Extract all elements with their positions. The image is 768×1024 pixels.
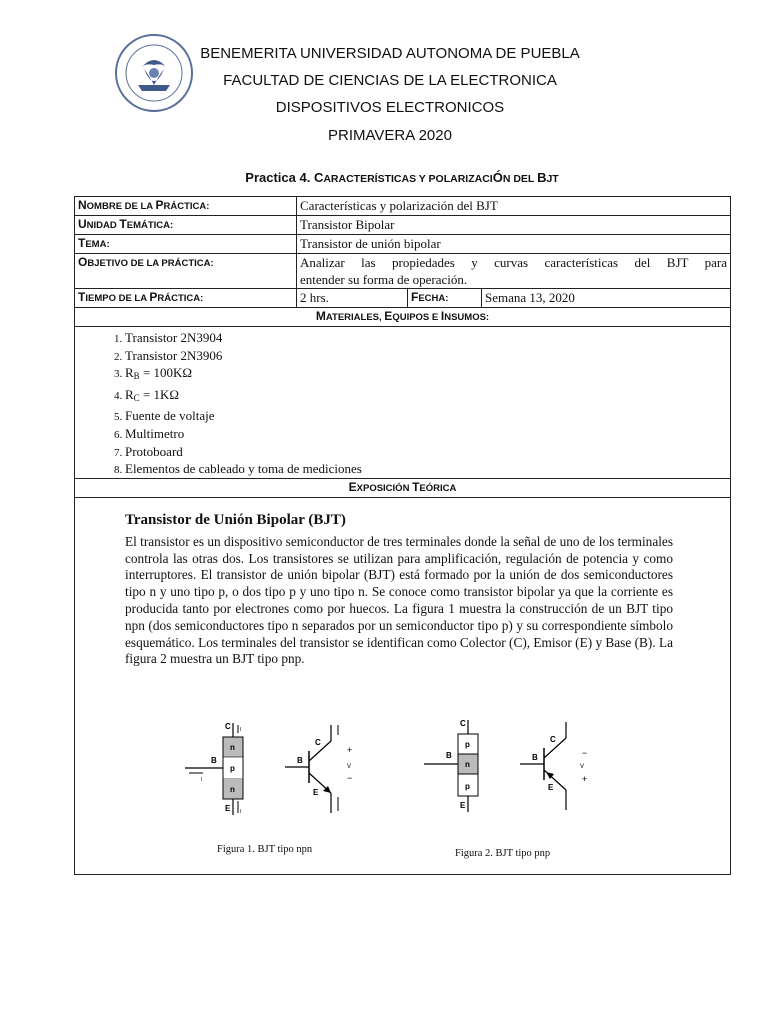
tiempo-label: TIEMPO DE LA PRÁCTICA:: [75, 289, 297, 308]
svg-text:n: n: [230, 784, 235, 794]
exposition-paragraph: El transistor es un dispositivo semiconductor de tres terminales donde la señal de uno de los terminales controla las otras dos. Los transistores se utilizan para amplificación, regulación de potencia y como interruptores. El transistor de unión bipolar (BJT) está formado por la unión de dos semiconductores tipo n y uno tipo p, o dos tipo p y uno tipo n. Se conoce como transistor bipolar ya que la corriente es producida tanto por electrones como por huecos. La figura 1 muestra la construcción de un BJT tipo npn (dos semiconductores tipo n separados por un semiconductor tipo p) y su correspondiente símbolo esquemático. Los terminales del transistor se identifican como Colector (C), Emisor (E) y Base (B). La figura 2 muestra un BJT tipo pnp.: [125, 533, 674, 667]
list-item: 7. Protoboard: [125, 443, 730, 461]
nombre-value: Características y polarización del BJT: [297, 197, 731, 216]
figure-npn-diagram: [175, 723, 375, 843]
materials-list: [75, 329, 730, 478]
svg-text:−: −: [347, 772, 353, 783]
unidad-label: UNIDAD TEMÁTICA:: [75, 216, 297, 235]
tema-value: Transistor de unión bipolar: [297, 235, 731, 254]
svg-text:C: C: [460, 719, 466, 728]
exposition-heading: Transistor de Unión Bipolar (BJT): [125, 511, 346, 528]
list-item: 5. Fuente de voltaje: [125, 407, 730, 425]
row-exposicion-header: [75, 478, 731, 497]
materials-cell: [75, 327, 731, 479]
svg-text:p: p: [465, 739, 470, 749]
svg-text:B: B: [211, 755, 217, 765]
materials-header: MATERIALES, EQUIPOS E INSUMOS:: [75, 308, 731, 327]
objetivo-value: Analizar las propiedades y curvas características del BJT para entender su forma de operación.: [297, 254, 731, 289]
list-item: 6. Multimetro: [125, 425, 730, 443]
list-item: 8. Elementos de cableado y toma de mediciones: [125, 460, 730, 478]
objetivo-label: OBJETIVO DE LA PRÁCTICA:: [75, 254, 297, 289]
exposition-cell: [75, 497, 731, 874]
svg-text:I: I: [240, 726, 242, 733]
exposition-header: EXPOSICIÓN TEÓRICA: [75, 478, 731, 497]
svg-text:−: −: [582, 747, 588, 758]
fecha-value: Semana 13, 2020: [482, 289, 731, 308]
row-tema: [75, 235, 731, 254]
svg-text:E: E: [460, 800, 466, 810]
svg-text:E: E: [225, 803, 231, 813]
svg-text:V: V: [347, 763, 352, 770]
svg-text:n: n: [465, 759, 470, 769]
svg-text:E: E: [313, 787, 319, 797]
row-materiales: [75, 327, 731, 479]
university-name: BENEMERITA UNIVERSIDAD AUTONOMA DE PUEBLA: [200, 45, 580, 62]
svg-text:+: +: [347, 744, 353, 755]
svg-text:C: C: [315, 737, 321, 747]
svg-text:+: +: [582, 773, 588, 784]
practice-title: Practica 4. CARACTERÍSTICAS Y POLARIZACIÓN DEL BJT: [245, 170, 559, 185]
practice-table: [74, 196, 731, 875]
svg-text:B: B: [297, 755, 303, 765]
svg-text:C: C: [550, 734, 556, 744]
tiempo-value: 2 hrs.: [297, 289, 408, 308]
npn-symbol: [285, 725, 352, 813]
row-materiales-header: [75, 308, 731, 327]
figure-2-caption: Figura 2. BJT tipo pnp: [455, 847, 551, 859]
unidad-value: Transistor Bipolar: [297, 216, 731, 235]
list-item: 1. Transistor 2N3904: [125, 329, 730, 347]
row-objetivo: [75, 254, 731, 289]
svg-text:I: I: [201, 776, 203, 783]
nombre-label: NOMBRE DE LA PRÁCTICA:: [75, 197, 297, 216]
list-item: 3. $R_B = 100K\Omega$: [125, 364, 730, 386]
term: PRIMAVERA 2020: [328, 127, 452, 144]
svg-text:E: E: [548, 782, 554, 792]
list-item: 2. Transistor 2N3906: [125, 347, 730, 365]
faculty-name: FACULTAD DE CIENCIAS DE LA ELECTRONICA: [223, 72, 557, 89]
svg-text:n: n: [230, 742, 235, 752]
npn-construction: [185, 723, 243, 815]
figure-1-caption: Figura 1. BJT tipo npn: [217, 843, 313, 855]
svg-text:B: B: [446, 750, 452, 760]
figure-pnp-diagram: [420, 720, 640, 840]
list-item: 4. $R_C = 1K\Omega$: [125, 386, 730, 408]
tema-label: TEMA:: [75, 235, 297, 254]
svg-text:B: B: [532, 752, 538, 762]
pnp-symbol: [520, 722, 587, 810]
fecha-label: FECHA:: [408, 289, 482, 308]
pnp-construction: [424, 720, 478, 812]
svg-text:V: V: [580, 763, 585, 770]
row-nombre: [75, 197, 731, 216]
svg-text:p: p: [230, 763, 235, 773]
course-name: DISPOSITIVOS ELECTRONICOS: [275, 99, 505, 116]
svg-text:I: I: [240, 808, 242, 815]
row-unidad: [75, 216, 731, 235]
svg-text:p: p: [465, 781, 470, 791]
row-tiempo: [75, 289, 731, 308]
svg-text:C: C: [225, 722, 231, 731]
row-exposicion: [75, 497, 731, 874]
